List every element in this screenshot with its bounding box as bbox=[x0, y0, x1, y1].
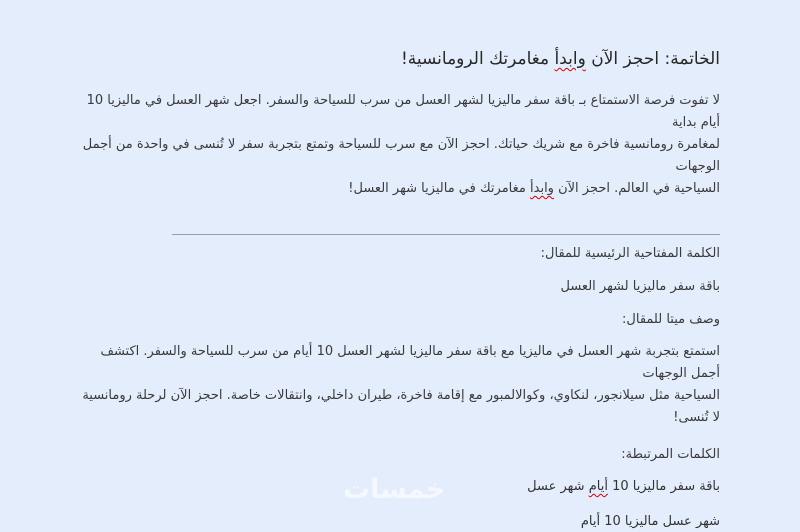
conclusion-heading bbox=[80, 46, 720, 72]
intro-line-3-text: مغامرتك في ماليزيا شهر العسل! bbox=[348, 181, 531, 196]
section-divider bbox=[172, 234, 720, 235]
related-keyword-1-text: شهر عسل bbox=[527, 479, 589, 494]
related-keyword-1-text: باقة سفر ماليزيا 10 bbox=[607, 479, 720, 494]
intro-line-3 bbox=[80, 178, 720, 200]
main-keyword-value: باقة سفر ماليزيا لشهر العسل bbox=[560, 279, 720, 294]
main-keyword-label: الكلمة المفتاحية الرئيسية للمقال: bbox=[540, 246, 720, 261]
intro-line-2: لمغامرة رومانسية فاخرة مع شريك حياتك. احجز الآن مع سرب للسياحة وتمتع بتجربة سفر لا تُنسى في واحدة من أجمل الوجهات bbox=[82, 137, 720, 174]
heading-text: مغامرتك الرومانسية! bbox=[400, 49, 555, 69]
meta-line-1: استمتع بتجربة شهر العسل في ماليزيا مع باقة سفر ماليزيا لشهر العسل 10 أيام من سرب للسياحة والسفر. اكتشف أجمل الوجهات bbox=[100, 344, 720, 381]
meta-description-label: وصف ميتا للمقال: bbox=[622, 312, 720, 327]
document-page bbox=[0, 46, 800, 529]
heading-text: الخاتمة: احجز الآن bbox=[585, 49, 720, 69]
intro-paragraph bbox=[80, 90, 720, 200]
misspelled-word: وابدأ bbox=[530, 181, 554, 196]
related-keywords-label: الكلمات المرتبطة: bbox=[621, 447, 720, 462]
intro-line-1: لا تفوت فرصة الاستمتاع بـ باقة سفر ماليزيا لشهر العسل من سرب للسياحة والسفر. اجعل شهر العسل في ماليزيا 10 أيام بداية bbox=[86, 93, 720, 130]
meta-line-2: السياحية مثل سيلانجور، لنكاوي، وكوالالمبور مع إقامة فاخرة، طيران داخلي، وانتقالات خاصة. احجز الآن لرحلة رومانسية لا تُنسى! bbox=[82, 388, 720, 425]
misspelled-word: أيام bbox=[588, 479, 608, 494]
khamsat-watermark: خمسات bbox=[343, 474, 446, 505]
misspelled-word: وابدأ bbox=[554, 49, 586, 69]
related-keyword-2: شهر عسل ماليزيا 10 أيام bbox=[580, 514, 720, 529]
meta-description-paragraph bbox=[80, 341, 720, 429]
intro-line-3-text: السياحية في العالم. احجز الآن bbox=[553, 181, 720, 196]
